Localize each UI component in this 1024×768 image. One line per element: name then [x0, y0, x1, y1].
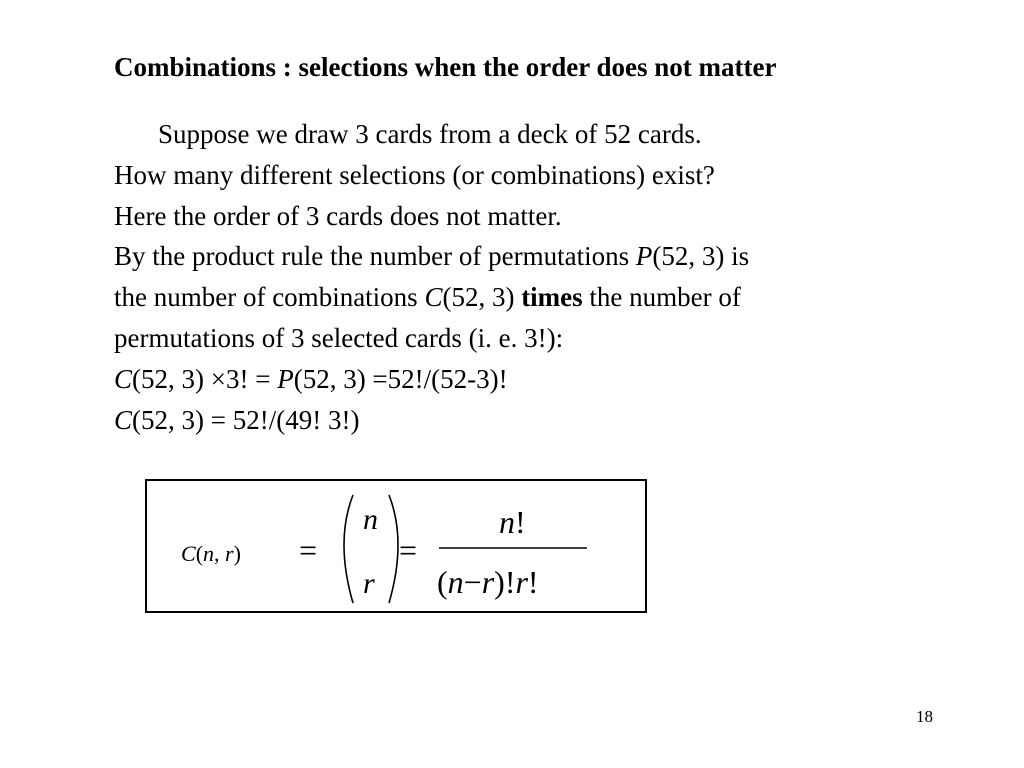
body-text: the number of	[582, 282, 741, 313]
binomial-top: n	[363, 503, 378, 536]
den-var-n: n	[447, 564, 464, 600]
body-text: (52, 3) =52!/(52-3)!	[293, 363, 508, 394]
den-var-r2: r	[515, 564, 528, 600]
combination-formula	[147, 481, 649, 615]
body-text: 3! =	[225, 363, 278, 394]
page-number: 18	[916, 707, 933, 726]
body-text: (52, 3)	[442, 282, 522, 313]
times-symbol: ×	[210, 363, 226, 394]
body-text: the number of combinations	[114, 282, 425, 313]
body-line-1	[114, 114, 749, 155]
body-line-2	[114, 155, 749, 196]
formula-paren: (	[195, 541, 204, 566]
body-text: permutations of 3 selected cards (i. e. 3!):	[114, 322, 564, 353]
numerator-factorial: !	[515, 504, 526, 540]
numerator-var-n: n	[499, 504, 515, 540]
formula-comma: ,	[214, 541, 226, 566]
formula-equals-1: =	[299, 532, 318, 568]
body-text: Suppose we draw 3 cards from a deck of 52 cards.	[158, 119, 702, 149]
body-line-6	[114, 318, 749, 359]
body-text: (52, 3)	[132, 363, 211, 394]
math-variable: P	[635, 241, 653, 272]
den-factorial: !	[527, 564, 539, 600]
body-text: (52, 3) = 52!/(49! 3!)	[132, 404, 360, 435]
math-variable: P	[277, 363, 294, 394]
den-open-paren: (	[437, 564, 448, 600]
formula-var-r: r	[225, 541, 234, 566]
math-variable: C	[424, 282, 443, 313]
den-minus: −	[463, 564, 482, 600]
slide-title: Combinations : selections when the order does not matter	[114, 52, 777, 82]
math-variable: C	[114, 404, 133, 435]
body-text: By the product rule the number of permutations	[114, 241, 636, 272]
formula-var-n: n	[203, 541, 215, 566]
formula-numerator	[499, 504, 526, 540]
binomial-left-paren	[344, 495, 353, 603]
slide-body-text	[114, 114, 749, 440]
formula-denominator	[437, 564, 539, 600]
formula-lhs	[181, 541, 241, 566]
body-line-5	[114, 277, 749, 318]
math-variable: C	[114, 363, 133, 394]
formula-equals-2: =	[399, 532, 418, 568]
formula-func-c: C	[181, 541, 196, 566]
body-text: Here the order of 3 cards does not matter.	[114, 200, 562, 231]
body-text: (52, 3) is	[652, 241, 750, 272]
den-close-factorial: )!	[494, 564, 516, 600]
formula-paren: )	[233, 541, 241, 566]
body-line-4	[114, 236, 749, 277]
body-line-7	[114, 359, 749, 400]
binomial-bottom: r	[363, 567, 375, 600]
binomial-right-paren	[389, 495, 398, 603]
body-line-8	[114, 400, 749, 441]
body-text: How many different selections (or combinations) exist?	[114, 159, 715, 190]
body-line-3	[114, 196, 749, 237]
den-var-r: r	[481, 564, 495, 600]
combination-formula-box	[145, 479, 647, 613]
emphasis-text: times	[521, 282, 583, 313]
